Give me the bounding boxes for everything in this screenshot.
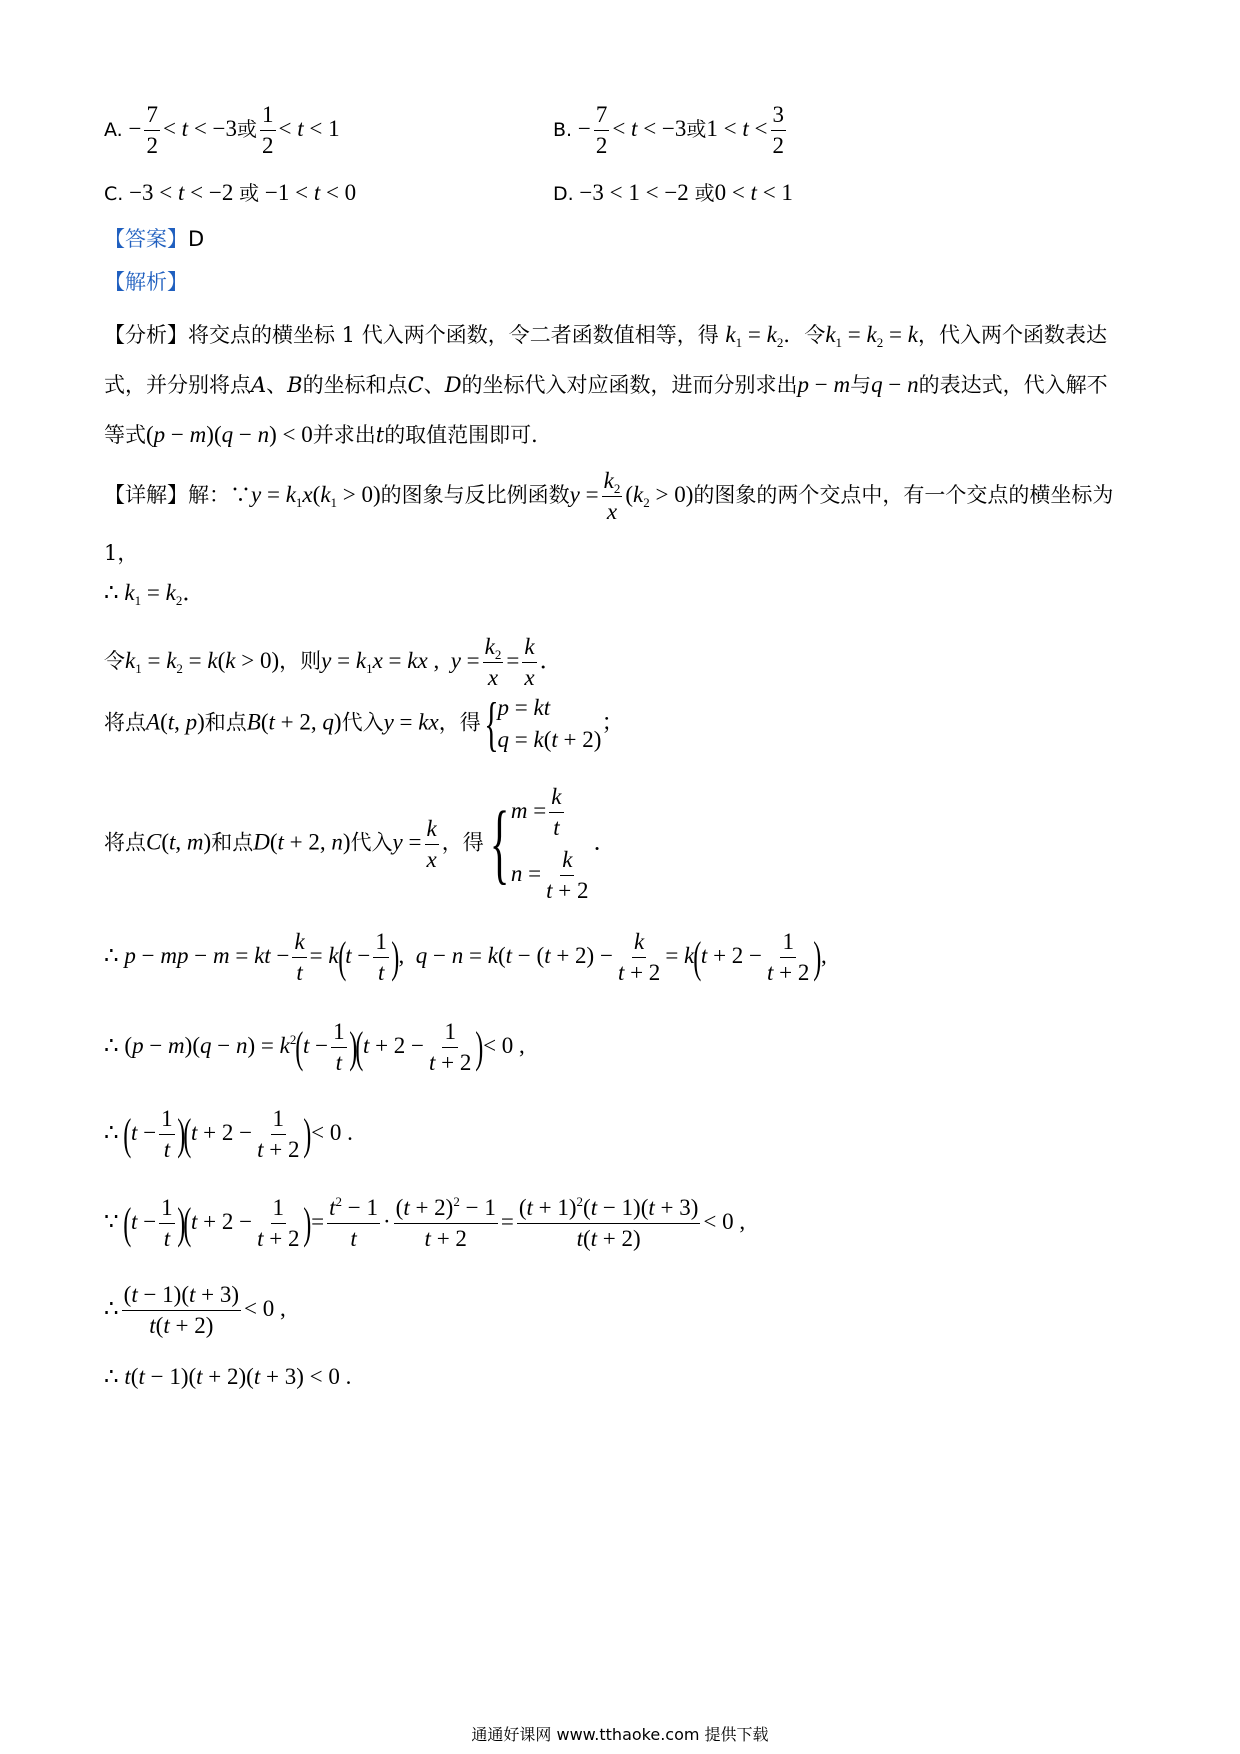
therefore-symbol: ∴ [104, 1364, 119, 1389]
period: ． [593, 829, 617, 855]
de-text: ，得 [438, 710, 481, 735]
step-product: ∴ $(p - m)(q - n) = k^2(t$ − $\frac{1}{t}$ )(t + 2 − $\frac{1}{t + 2}$ )< 0 , [104, 1019, 525, 1076]
xiangjie-text-2: 的图象与反比例函数 [380, 483, 570, 507]
option-c: C. −3 < t < −2 或 −1 < t < 0 [104, 180, 357, 205]
analysis-paragraph: 【分析】将交点的横坐标 1 代入两个函数，令二者函数值相等，得 $k_1 = k_2$．令$k_1 = k_2 = k$，代入两个函数表达式，并分别将点A、B的坐标和点C、D的坐标代入对应函数，进而分别求出p − m与q − n的表达式，代入解不等式(p − m)(q − n) < 0并求出t的取值范围即可． [104, 322, 1108, 447]
page-footer: 通通好课网 www.tthaoke.com 提供下载 [471, 1725, 769, 1744]
step-p-minus-m: ∴ p − mp − m = kt − $\frac{k}{t}$ = k(t − $\frac{1}{t}$ ), q − n = k(t − (t + 2) − $\frac{k}{t + 2}$ = k(t + 2 − $\frac{1}{t + 2}$ ), [104, 929, 827, 986]
or-text: 或 [239, 181, 260, 205]
step-k1-eq-k2: ∴ $k_1 = k_2$． [104, 580, 206, 608]
option-b: B. − $\frac{7}{2}$ < t < −3或1 < t < $\frac{3}{2}$ [553, 102, 784, 159]
option-label: B. [553, 118, 573, 141]
option-label: A. [104, 118, 123, 141]
analysis-heading [104, 267, 188, 297]
semicolon: ； [601, 709, 625, 735]
option-a: A. − $\frac{7}{2}$ < t < −3或 $\frac{1}{2}$ < t < 1 [104, 102, 340, 159]
ze-text: ，则 [279, 648, 322, 673]
xiangjie-tag: 【详解】 [104, 483, 188, 507]
or-text: 或 [686, 116, 707, 141]
hedian-text: 和点 [204, 710, 247, 735]
step-let-k: 令$k_1 = k_2 = k(k > 0)$，则$y = k_1x$ = kx , y = $\frac{k_2}{x}$ = $\frac{k}{x}$ ． [104, 634, 563, 691]
fenxi-text-4: 、 [266, 373, 288, 397]
fenxi-text-9: 的表达式，代入解不等式 [104, 373, 1108, 447]
fenxi-text-11: 的取值范围即可． [384, 423, 553, 447]
jiangdian-text: 将点 [104, 830, 146, 855]
option-d: D. −3 < 1 < −2 或0 < t < 1 [553, 180, 793, 205]
therefore-symbol: ∴ [104, 942, 119, 968]
fenxi-text-8: 与 [850, 373, 872, 397]
xiangjie-text-3: 的图象的两个交点中，有一个交点的横坐标为 1， [104, 483, 1114, 566]
or-text: 或 [694, 181, 715, 205]
fenxi-text-7: 的坐标代入对应函数，进而分别求出 [461, 373, 798, 397]
dairu-text: 代入 [341, 710, 384, 735]
fenxi-text-6: 、 [423, 373, 445, 397]
jiangdian-text: 将点 [104, 710, 146, 735]
therefore-symbol: ∴ [104, 1119, 119, 1145]
detail-paragraph: 【详解】解：∵y = $k_1x(k_1 > 0)$的图象与反比例函数y = $\frac{k_2}{x}$ $(k_2 > 0)$的图象的两个交点中，有一个交点的横坐标为 1， [104, 468, 1114, 566]
xiangjie-text-1: 解：∵ [188, 483, 251, 507]
option-label: C. [104, 183, 124, 205]
or-text: 或 [237, 116, 258, 141]
step-substitute-cd: 将点C(t, m)和点D(t + 2, n)代入y = $\frac{k}{x}$ ，得 { m = $\frac{k}{t}$ n = $\frac{k}{t + 2}$ ． [104, 784, 617, 904]
because-symbol: ∵ [104, 1208, 119, 1234]
therefore-symbol: ∴ [104, 1032, 119, 1058]
step-final: ∴ t(t − 1)(t + 2)(t + 3) < 0 . [104, 1364, 352, 1389]
hedian-text: 和点 [211, 830, 254, 855]
answer-line [104, 224, 204, 254]
fenxi-tag: 【分析】 [104, 323, 188, 347]
therefore-symbol: ∴ [104, 580, 119, 605]
step-factor: ∵ (t − $\frac{1}{t}$ )(t + 2 − $\frac{1}{t + 2}$ )= $\frac{t^2 - 1}{t}$ · $\frac{(t + 2)^2 - 1}{t + 2}$ = $\frac{(t + 1)^2(t - 1)(t + 3)}{t(t + 2)}$ < 0 , [104, 1194, 746, 1252]
fenxi-text-1: 将交点的横坐标 1 代入两个函数，令二者函数值相等，得 [188, 323, 719, 347]
period: ． [182, 580, 206, 605]
therefore-symbol: ∴ [104, 1295, 119, 1321]
answer-tag: 【答案】 [104, 227, 188, 251]
dairu-text: 代入 [350, 830, 393, 855]
de-text: ，得 [441, 830, 484, 855]
ling-text: 令 [104, 648, 125, 673]
fenxi-text-5: 的坐标和点 [302, 373, 408, 397]
answer-value: D [188, 227, 205, 251]
step-substitute-ab: 将点A(t, p)和点B(t + 2, q)代入y = kx，得 { p = kt q = k(t + 2) ； [104, 691, 625, 757]
analysis-tag: 【解析】 [104, 270, 188, 294]
fenxi-text-10: 并求出 [312, 423, 376, 447]
fenxi-text-3: ，代入两个函数表达式，并分别将点 [104, 323, 1107, 397]
step-reduced: ∴ (t − $\frac{1}{t}$ )(t + 2 − $\frac{1}{t + 2}$ )< 0 . [104, 1106, 353, 1163]
period: ． [539, 647, 563, 673]
fenxi-text-2: ．令 [783, 323, 826, 347]
step-fraction: ∴ $\frac{(t - 1)(t + 3)}{t(t + 2)}$ < 0 , [104, 1282, 286, 1339]
option-label: D. [553, 183, 574, 205]
